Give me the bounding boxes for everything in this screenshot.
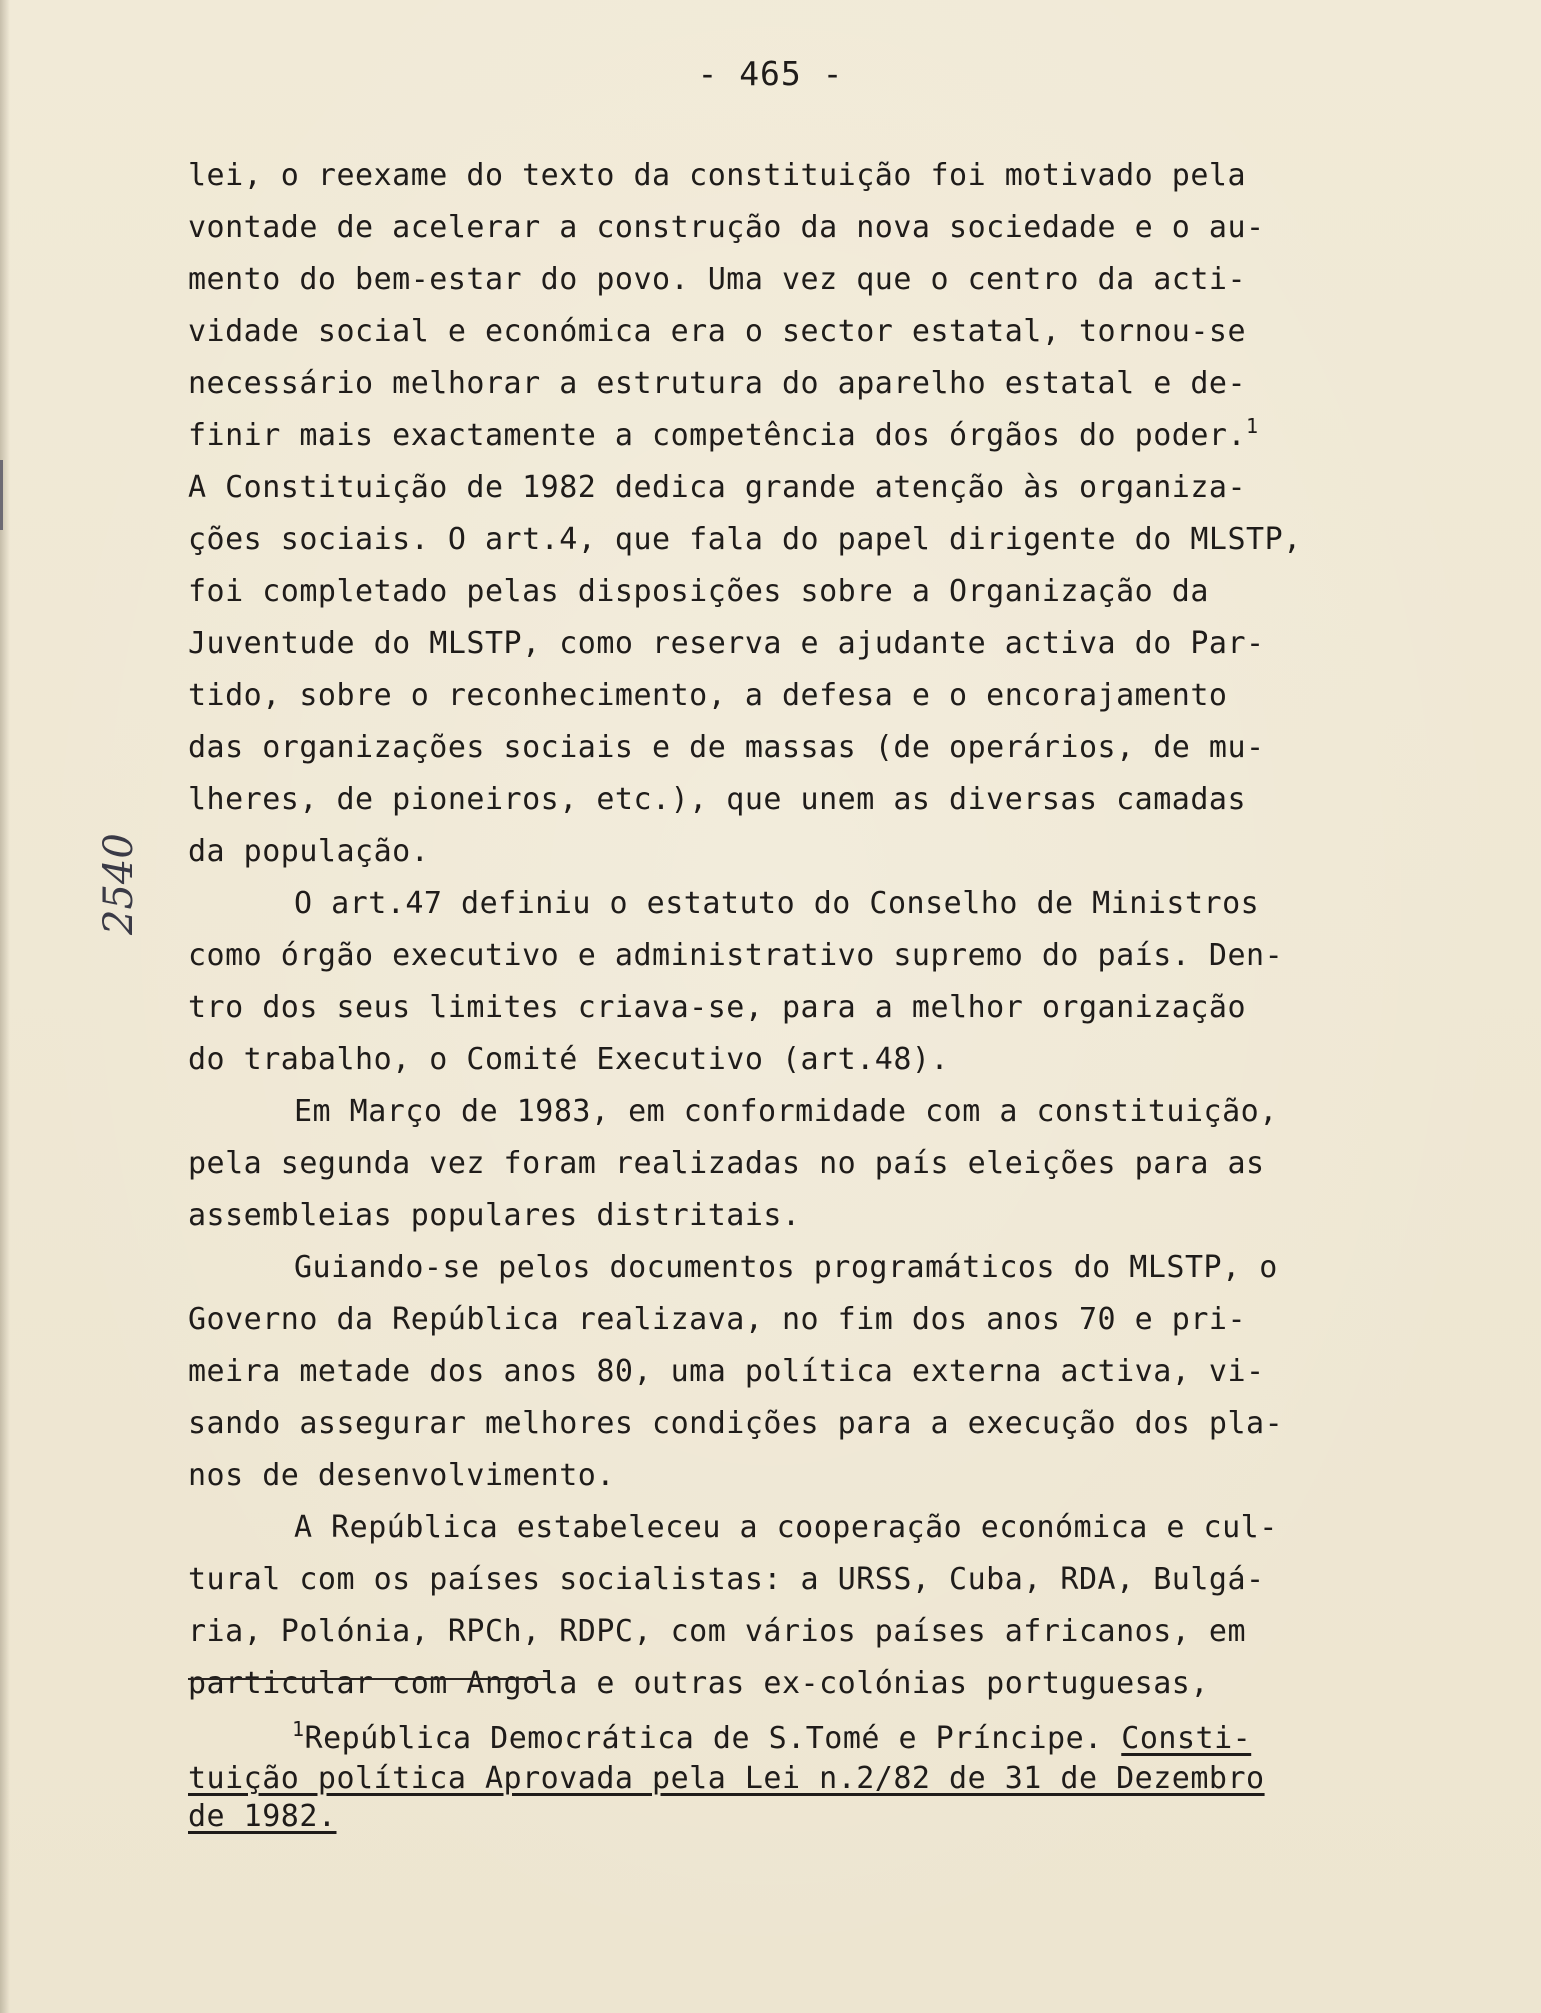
body-line [188,1658,1438,1710]
body-line-text: Juventude do MLSTP, como reserva e ajudante activa do Par- [188,626,1265,661]
body-line [188,1190,1438,1242]
body-line-text: ções sociais. O art.4, que fala do papel dirigente do MLSTP, [188,522,1302,557]
body-line [188,722,1438,774]
handwritten-margin-note: 2540 [96,833,142,935]
body-line [188,826,1438,878]
footnote [188,1717,1418,1836]
body-line-text: A Constituição de 1982 dedica grande atenção às organiza- [188,470,1247,505]
footnote-text-plain: República Democrática de S.Tomé e Príncipe. [304,1721,1122,1756]
body-line-text: das organizações sociais e de massas (de operários, de mu- [188,730,1265,765]
body-line [188,1502,1438,1554]
body-line [188,1086,1438,1138]
body-line [188,1398,1438,1450]
body-line-text: necessário melhorar a estrutura do aparelho estatal e de- [188,366,1247,401]
body-line-text: foi completado pelas disposições sobre a Organização da [188,574,1209,609]
body-line [188,1450,1438,1502]
body-line-text: Guiando-se pelos documentos programáticos do MLSTP, o [294,1250,1278,1285]
binding-mark [0,460,3,530]
footnote-line-3: de 1982. [188,1799,337,1834]
page-edge-shadow [0,0,10,2013]
body-line [188,1346,1438,1398]
body-line-text: lheres, de pioneiros, etc.), que unem as diversas camadas [188,782,1247,817]
body-line-text: tural com os países socialistas: a URSS, Cuba, RDA, Bulgá- [188,1562,1265,1597]
body-line-text: assembleias populares distritais. [188,1198,801,1233]
body-line [188,306,1438,358]
body-line [188,254,1438,306]
body-line [188,1554,1438,1606]
body-line [188,1242,1438,1294]
body-line-text: tido, sobre o reconhecimento, a defesa e o encorajamento [188,678,1228,713]
body-line [188,566,1438,618]
body-line [188,1294,1438,1346]
page-number: - 465 - [697,54,844,93]
body-line-text: particular com Angola e outras ex-colónias portuguesas, [188,1666,1209,1701]
body-line [188,670,1438,722]
body-line-text: como órgão executivo e administrativo supremo do país. Den- [188,938,1284,973]
body-line [188,358,1438,410]
body-line-text: nos de desenvolvimento. [188,1458,615,1493]
body-line [188,982,1438,1034]
body-text [188,150,1438,1710]
body-line-text: Governo da República realizava, no fim dos anos 70 e pri- [188,1302,1247,1337]
footnote-divider [188,1678,548,1680]
body-line [188,930,1438,982]
body-line-text: A República estabeleceu a cooperação económica e cul- [294,1510,1278,1545]
body-line [188,1034,1438,1086]
body-line-text: Em Março de 1983, em conformidade com a constituição, [294,1094,1278,1129]
footnote-marker: 1 [292,1717,305,1741]
footnote-line-2: tuição política Aprovada pela Lei n.2/82 de 31 de Dezembro [188,1761,1265,1796]
body-line [188,1606,1438,1658]
body-line [188,878,1438,930]
footnote-line-1 [188,1717,1418,1760]
body-line-text: do trabalho, o Comité Executivo (art.48). [188,1042,950,1077]
body-line [188,150,1438,202]
body-line-text: da população. [188,834,430,869]
body-line-text: vidade social e económica era o sector estatal, tornou-se [188,314,1247,349]
body-line-text: O art.47 definiu o estatuto do Conselho de Ministros [294,886,1260,921]
body-line-text: sando assegurar melhores condições para a execução dos pla- [188,1406,1284,1441]
body-line-text: ria, Polónia, RPCh, RDPC, com vários países africanos, em [188,1614,1247,1649]
body-line [188,618,1438,670]
body-line [188,202,1438,254]
body-line [188,1138,1438,1190]
body-line-text: mento do bem-estar do povo. Uma vez que o centro da acti- [188,262,1247,297]
body-line-text: pela segunda vez foram realizadas no país eleições para as [188,1146,1265,1181]
footnote-reference: 1 [1246,414,1259,438]
body-line-text: finir mais exactamente a competência dos órgãos do poder. [188,418,1247,453]
body-line [188,774,1438,826]
body-line-text: lei, o reexame do texto da constituição foi motivado pela [188,158,1247,193]
footnote-text-underlined: Consti- [1121,1721,1252,1756]
body-line-text: vontade de acelerar a construção da nova sociedade e o au- [188,210,1265,245]
body-line [188,462,1438,514]
body-line-text: meira metade dos anos 80, uma política externa activa, vi- [188,1354,1265,1389]
body-line [188,410,1438,462]
body-line-text: tro dos seus limites criava-se, para a melhor organização [188,990,1247,1025]
body-line [188,514,1438,566]
